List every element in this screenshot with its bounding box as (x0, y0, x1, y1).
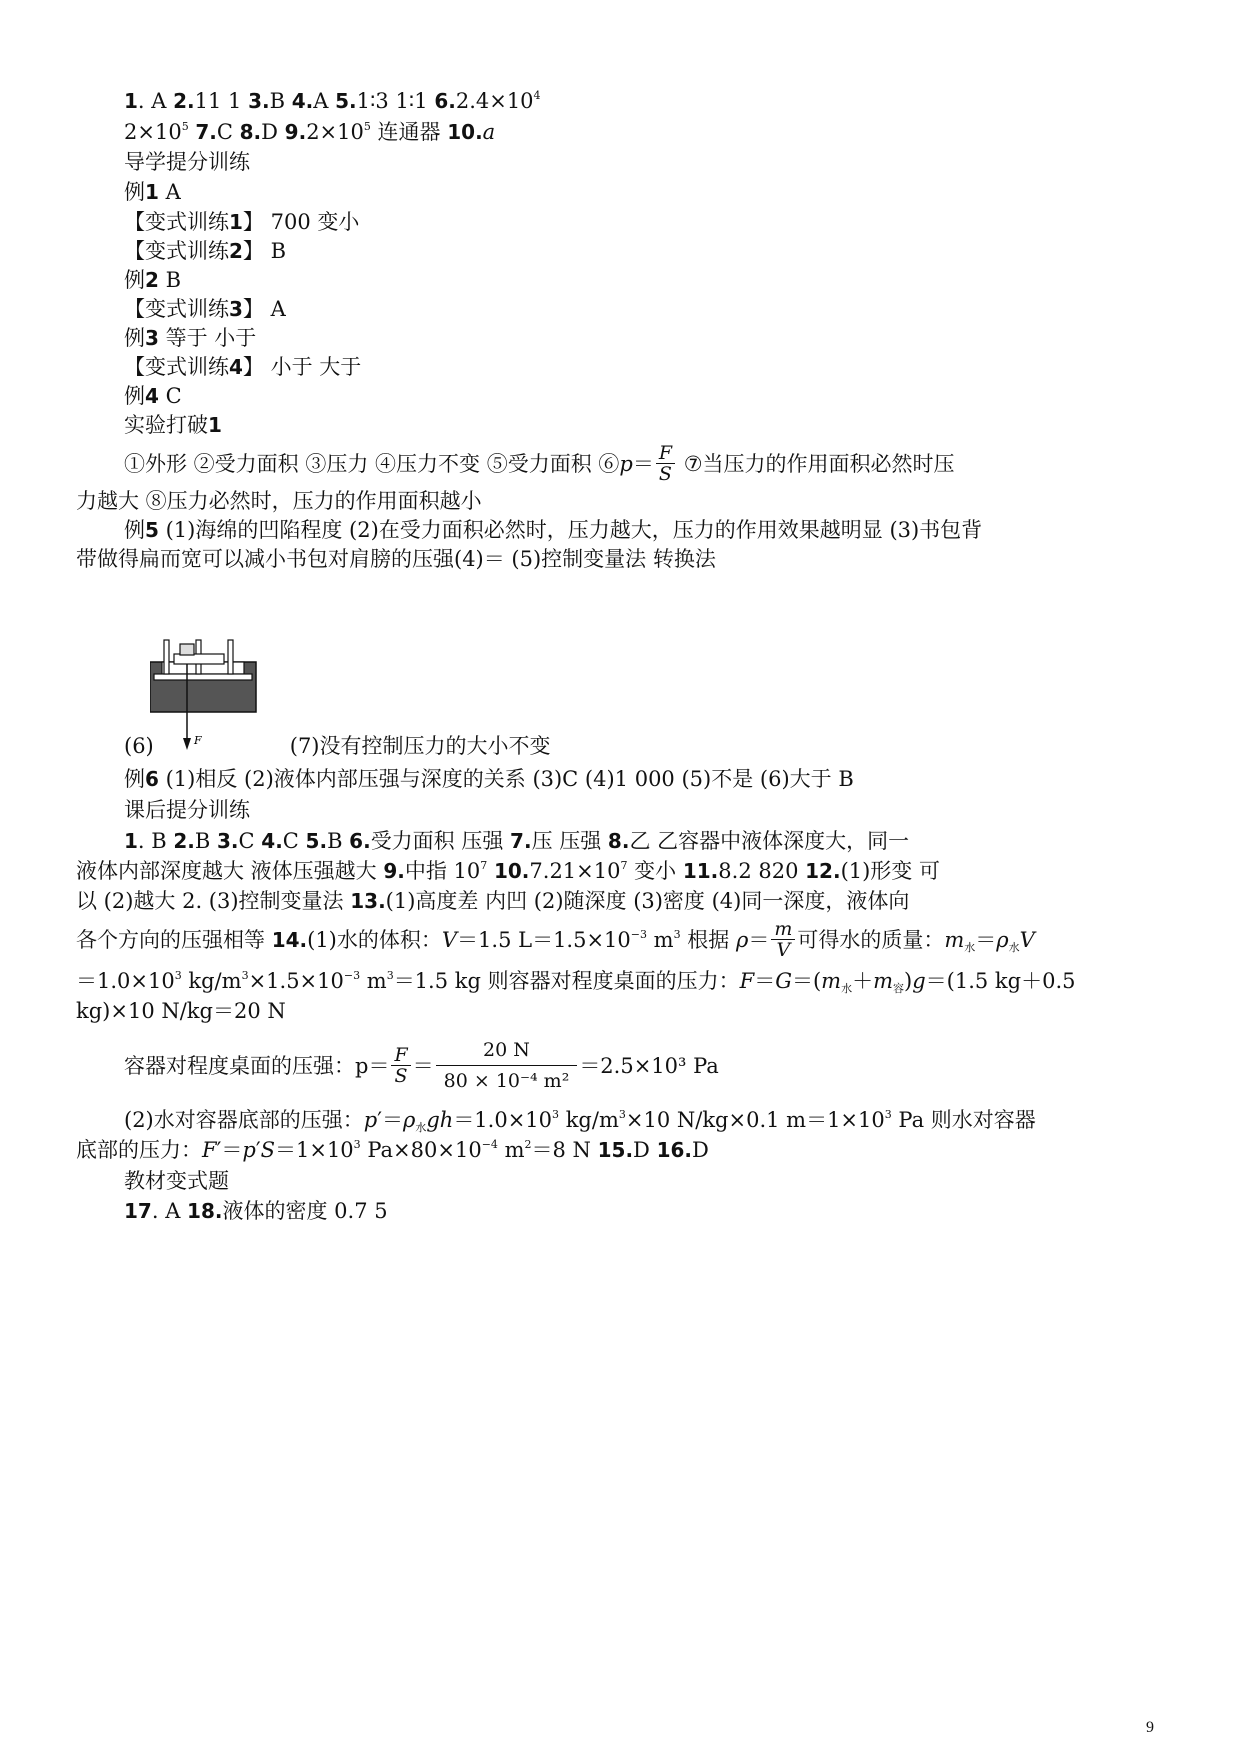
variant-3: 【变式训练3】 A (124, 297, 286, 321)
q14-line-1: 各个方向的压强相等 14.(1)水的体积：V＝1.5 $L=1.5\times 10^{-3}$ $m^3$ 根据 ρ＝ $\frac{m}{V}$ 可得水的质量：$m_水=\rho_水V$ (76, 918, 1035, 961)
example-5-line-1: 例5 (1)海绵的凹陷程度 (2)在受力面积必然时，压力越大，压力的作用效果越明显 (3)书包背 (124, 518, 983, 542)
textbook-line-1: 17. A 18.液体的密度 0.7 5 (124, 1199, 388, 1223)
example-5-line-3: (6) (7)没有控制压力的大小不变 (124, 734, 551, 758)
after-line-3: 以 (2)越大 2. (3)控制变量法 13.(1)高度差 内凹 (2)随深度 (3)密度 (4)同一深度，液体向 (76, 889, 910, 913)
section-heading-guide: 导学提分训练 (124, 150, 250, 174)
weight-block (180, 644, 194, 655)
variant-4: 【变式训练4】 小于 大于 (124, 355, 362, 379)
after-line-1: 1. B 2.B 3.C 4.C 5.B 6.受力面积 压强 7.压 压强 8.乙 乙容器中液体深度大，同一 (124, 829, 910, 853)
force-label: F (194, 734, 202, 747)
q14-line-2: $=1.0\times 10^3$ $kg/m^3\times 1.5\times 10^{-3}$ $m^3=1.5$ kg 则容器对程度桌面的压力：$F=G=(m_水+m_容)g=(1.5$ kg＋0.5 (76, 969, 1076, 995)
page-number: 9 (1146, 1719, 1154, 1736)
section-heading-experiment: 实验打破1 (124, 413, 222, 437)
after-line-2: 液体内部深度越大 液体压强越大 9.中指 $10^7$ $10.7.21\times 10^7$ 变小 11.8.2 820 12.(1)形变 可 (76, 859, 940, 883)
experiment-line-2: 力越大 ⑧压力必然时，压力的作用面积越小 (76, 489, 482, 513)
q14-line-5: (2)水对容器底部的压强：$p'=\rho_水gh=1.0\times 10^3$ $kg/m^3\times 10$ N/kg×0.1 $m=1\times 10^3$ Pa 则水对容器 (124, 1108, 1036, 1134)
example-3: 例3 等于 小于 (124, 326, 257, 350)
q14-line-3: kg)×10 N/kg＝20 N (76, 999, 286, 1023)
small-table-top (154, 674, 252, 680)
table-leg-right (228, 640, 233, 674)
q14-line-6: 底部的压力：$F'=p'S=1\times 10^3$ $Pa\times 80\times 10^{-4}$ $m^2=8$ N 15.D 16.D (76, 1138, 709, 1162)
variant-2: 【变式训练2】 B (124, 239, 287, 263)
example-1: 例1 A (124, 180, 181, 204)
experiment-line-1: ①外形 ②受力面积 ③压力 ④压力不变 ⑤受力面积 ⑥p＝ $\frac{F}{S}$ ⑦当压力的作用面积必然时压 (124, 442, 955, 485)
example-2: 例2 B (124, 268, 182, 292)
variant-1: 【变式训练1】 700 变小 (124, 210, 360, 234)
section-heading-after: 课后提分训练 (124, 798, 250, 822)
example-4: 例4 C (124, 384, 182, 408)
q14-line-4: 容器对程度桌面的压强：p＝ $\frac{F}{S}$ ＝ $\frac{20 N}{\text{80 × 10⁻⁴ m²}}$ ＝2.5×10³ Pa (124, 1036, 719, 1098)
answer-line-2: $2\times 10^5$ 7.C 8.D $9.2\times 10^5$ 连通器 10.a (124, 120, 496, 144)
section-heading-textbook: 教材变式题 (124, 1169, 229, 1193)
table-leg-left (164, 640, 169, 674)
answer-line-1: 1. A 2.11 1 3.B 4.A 5.1∶3 1∶1 $6.2.4\times 10^4$ (124, 89, 541, 113)
example-5-line-2: 带做得扁而宽可以减小书包对肩膀的压强(4)＝ (5)控制变量法 转换法 (76, 547, 716, 571)
example-6: 例6 (1)相反 (2)液体内部压强与深度的关系 (3)C (4)1 000 (5)不是 (6)大于 B (124, 767, 854, 791)
